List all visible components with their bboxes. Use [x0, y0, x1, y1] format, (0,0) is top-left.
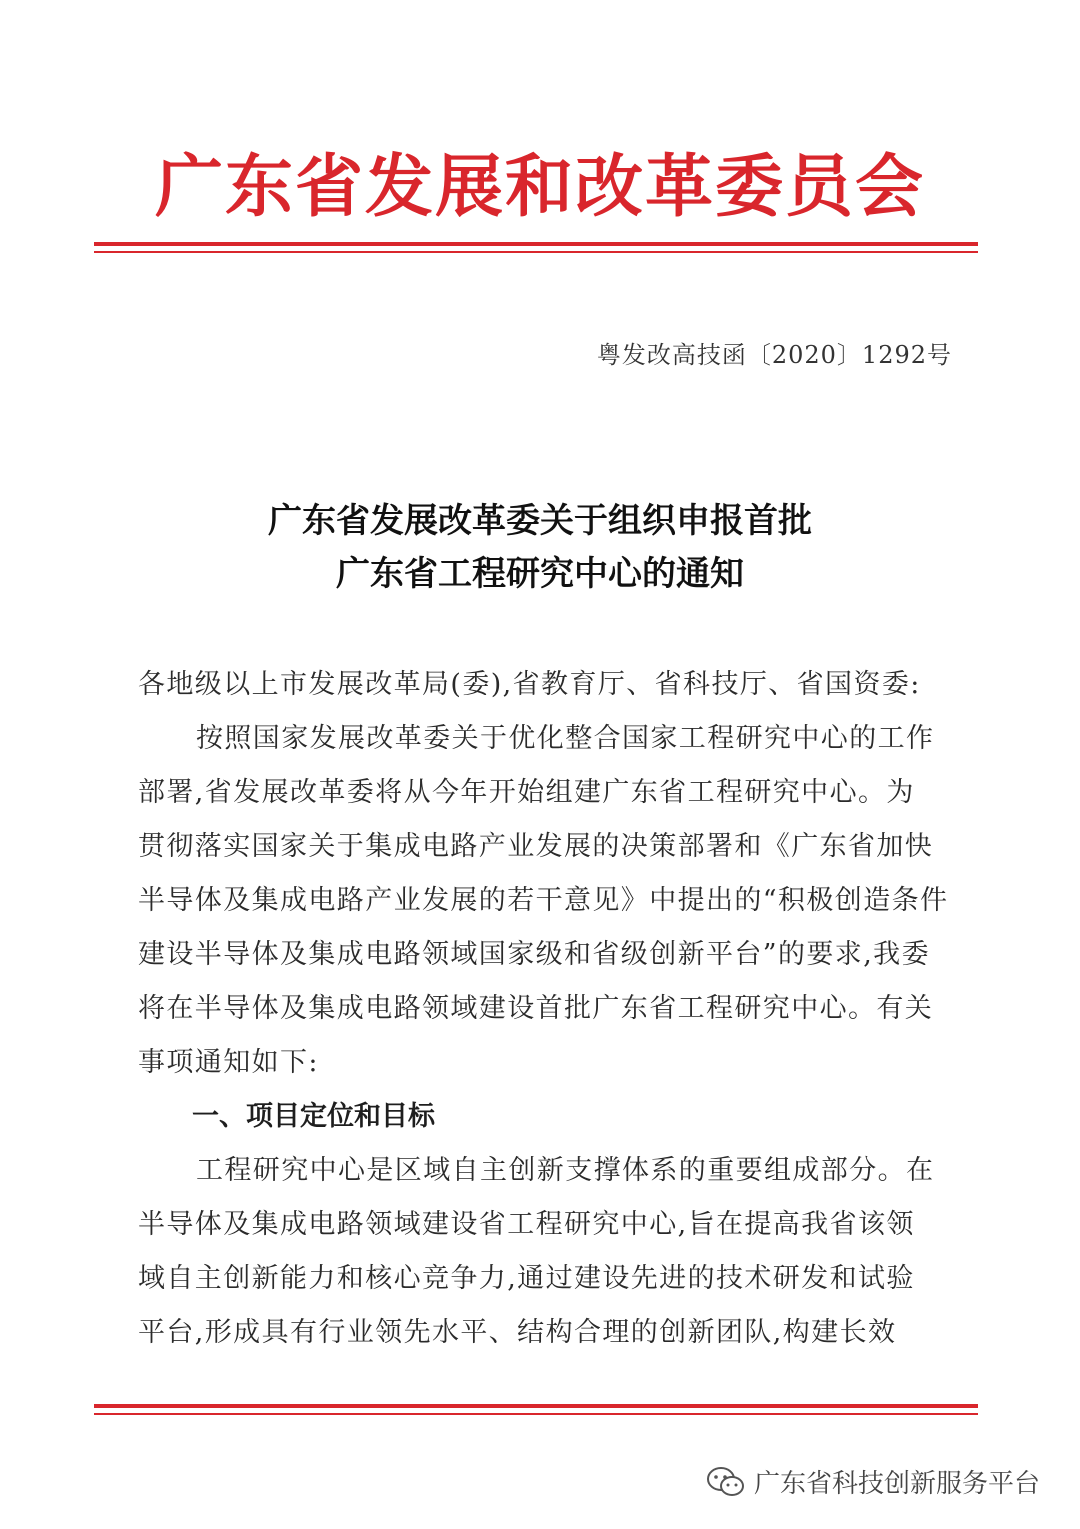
- paragraph-1-line-5: 建设半导体及集成电路领域国家级和省级创新平台”的要求,我委: [138, 939, 930, 970]
- section-1-heading: 一、项目定位和目标: [192, 1101, 435, 1132]
- footer-rule-thick: [94, 1404, 978, 1408]
- header-rule-thick: [94, 242, 978, 246]
- header-rule-thin: [94, 251, 978, 253]
- paragraph-2-line-3: 域自主创新能力和核心竞争力,通过建设先进的技术研发和试验: [138, 1263, 915, 1294]
- document-number: 粤发改高技函〔2020〕1292号: [596, 341, 952, 369]
- document-title-line-1: 广东省发展改革委关于组织申报首批: [268, 501, 812, 541]
- document-title-line-2: 广东省工程研究中心的通知: [336, 554, 744, 594]
- paragraph-2-line-1: 工程研究中心是区域自主创新支撑体系的重要组成部分。在: [196, 1155, 935, 1186]
- watermark: [706, 1463, 1040, 1500]
- paragraph-2-line-2: 半导体及集成电路领域建设省工程研究中心,旨在提高我省该领: [138, 1209, 915, 1240]
- wechat-icon: [706, 1466, 746, 1498]
- paragraph-1-line-2: 部署,省发展改革委将从今年开始组建广东省工程研究中心。为: [138, 777, 915, 808]
- organization-header: 广东省发展和改革委员会: [154, 147, 925, 227]
- paragraph-1-line-3: 贯彻落实国家关于集成电路产业发展的决策部署和《广东省加快: [138, 831, 934, 862]
- footer-rule-thin: [94, 1413, 978, 1415]
- paragraph-1-line-1: 按照国家发展改革委关于优化整合国家工程研究中心的工作: [196, 723, 935, 754]
- paragraph-2-line-4: 平台,形成具有行业领先水平、结构合理的创新团队,构建长效: [138, 1317, 897, 1348]
- paragraph-1-line-7: 事项通知如下:: [138, 1047, 319, 1078]
- paragraph-1-line-6: 将在半导体及集成电路领域建设首批广东省工程研究中心。有关: [138, 993, 934, 1024]
- addressee: 各地级以上市发展改革局(委),省教育厅、省科技厅、省国资委:: [138, 669, 921, 700]
- watermark-account-name: 广东省科技创新服务平台: [753, 1469, 1040, 1499]
- paragraph-1-line-4: 半导体及集成电路产业发展的若干意见》中提出的“积极创造条件: [138, 885, 949, 916]
